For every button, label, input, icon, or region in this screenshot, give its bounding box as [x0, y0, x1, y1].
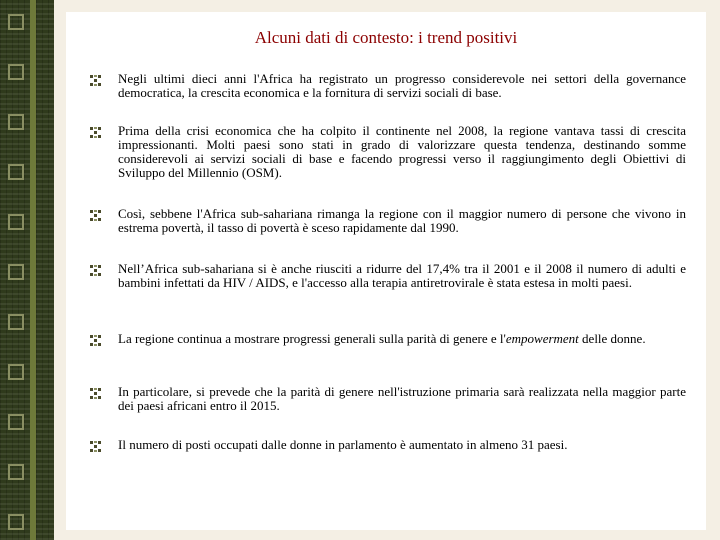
band-square-decoration [8, 64, 24, 80]
band-square-decoration [8, 264, 24, 280]
bullet-text-part: delle donne. [578, 331, 646, 346]
bullet-text-emphasis: empowerment [505, 331, 579, 346]
bullet-text: Negli ultimi dieci anni l'Africa ha registrato un progresso considerevole nei settori della governance democratica, la crescita economica e la fornitura di servizi sociali di base. [118, 71, 686, 100]
band-stripe [30, 0, 36, 540]
bullet-ornament-icon [90, 388, 101, 399]
bullet-text: Prima della crisi economica che ha colpito il continente nel 2008, la regione vantava tassi di crescita impressionanti. Molti paesi sono stati in grado di valorizzare questa tendenza, destinando somme considerevoli ai servizi sociali di base e facendo progressi verso il raggiungimento degli Obiettivi di Sviluppo del Millennio (OSM). [118, 123, 686, 180]
band-square-decoration [8, 364, 24, 380]
bullet-text: Così, sebbene l'Africa sub-sahariana rimanga la regione con il maggior numero di persone che vivono in estrema povertà, il tasso di povertà è sceso rapidamente dal 1990. [118, 206, 686, 235]
bullet-ornament-icon [90, 335, 101, 346]
content-panel [66, 12, 706, 530]
bullet-text [118, 332, 686, 346]
bullet-text: Nell’Africa sub-sahariana si è anche riusciti a ridurre del 17,4% tra il 2001 e il 2008 il numero di adulti e bambini infettati da HIV / AIDS, e l'accesso alla terapia antiretrovirale è stata estesa in molti paesi. [118, 261, 686, 290]
bullet-ornament-icon [90, 127, 101, 138]
band-square-decoration [8, 464, 24, 480]
band-square-decoration [8, 414, 24, 430]
slide-title: Alcuni dati di contesto: i trend positivi [254, 28, 518, 47]
bullet-ornament-icon [90, 75, 101, 86]
bullet-ornament-icon [90, 210, 101, 221]
bullet-list [66, 12, 706, 530]
band-square-decoration [8, 14, 24, 30]
band-square-decoration [8, 164, 24, 180]
band-square-decoration [8, 214, 24, 230]
decorative-side-band [0, 0, 54, 540]
band-square-decoration [8, 314, 24, 330]
bullet-text-part: La regione continua a mostrare progressi generali sulla parità di genere e l' [118, 331, 506, 346]
band-square-decoration [8, 514, 24, 530]
bullet-text: In particolare, si prevede che la parità di genere nell'istruzione primaria sarà realizzata nella maggior parte dei paesi africani entro il 2015. [118, 384, 686, 413]
bullet-ornament-icon [90, 265, 101, 276]
bullet-text: Il numero di posti occupati dalle donne in parlamento è aumentato in almeno 31 paesi. [118, 437, 568, 452]
bullet-ornament-icon [90, 441, 101, 452]
band-square-decoration [8, 114, 24, 130]
